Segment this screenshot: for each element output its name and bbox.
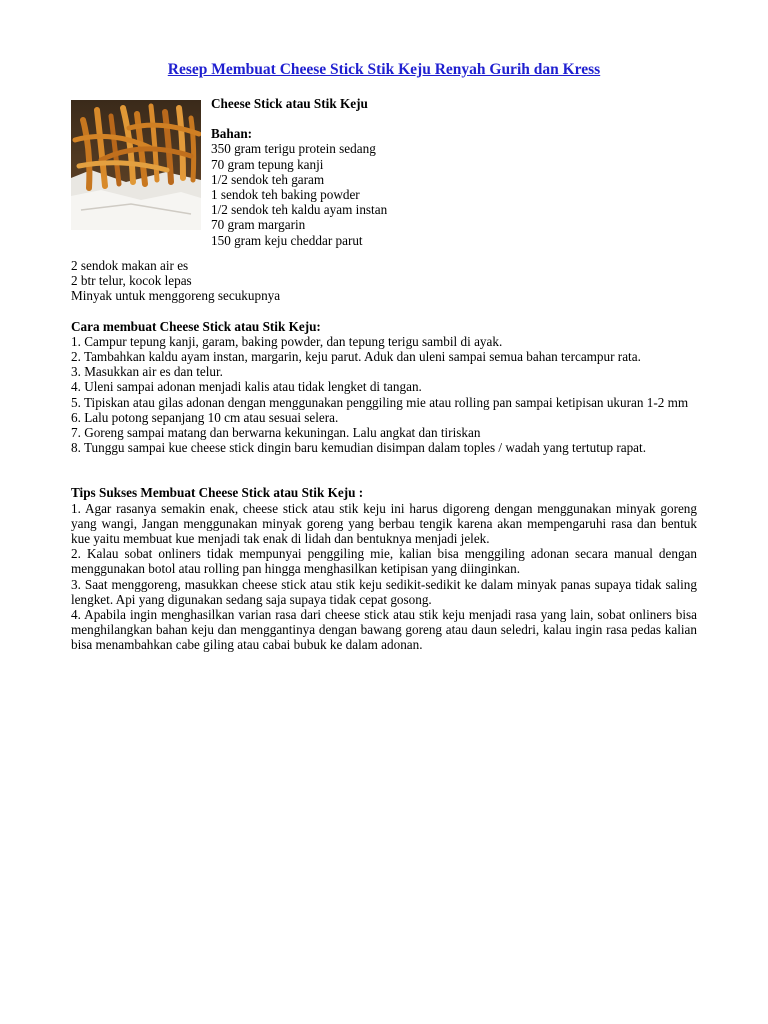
- ingredient-item: Minyak untuk menggoreng secukupnya: [71, 288, 281, 304]
- recipe-name: Cheese Stick atau Stik Keju: [211, 96, 368, 111]
- ingredient-item: 350 gram terigu protein sedang: [211, 141, 376, 157]
- ingredient-item: 2 btr telur, kocok lepas: [71, 273, 192, 289]
- tip-item: 2. Kalau sobat onliners tidak mempunyai penggiling mie, kalian bisa menggiling adonan secara manual dengan menggunakan botol atau rolling pan hingga menghasilkan ketipisan yang diinginkan.: [71, 546, 697, 577]
- ingredient-item: 1/2 sendok teh garam: [211, 171, 325, 187]
- steps-heading: Cara membuat Cheese Stick atau Stik Keju:: [71, 318, 321, 334]
- bahan-label: Bahan:: [211, 126, 253, 142]
- step-item: 3. Masukkan air es dan telur.: [71, 364, 223, 380]
- ingredients-column: [211, 96, 387, 248]
- ingredient-item: 1 sendok teh baking powder: [211, 187, 360, 203]
- recipe-header-block: [71, 96, 697, 272]
- step-item: 8. Tunggu sampai kue cheese stick dingin baru kemudian disimpan dalam toples / wadah yang tertutup rapat.: [71, 440, 647, 456]
- ingredient-item: 1/2 sendok teh kaldu ayam instan: [211, 202, 388, 218]
- step-item: 2. Tambahkan kaldu ayam instan, margarin, keju parut. Aduk dan uleni sampai semua bahan tercampur rata.: [71, 349, 641, 365]
- tip-item: 4. Apabila ingin menghasilkan varian rasa dari cheese stick atau stik keju menjadi rasa yang lain, sobat onliners bisa menghilangkan bahan keju dan menggantinya dengan bawang goreng atau daun seledri, kalau ingin rasa pedas kalian bisa menambahkan cabe giling atau cabai bubuk ke dalam adonan.: [71, 607, 697, 653]
- ingredient-item: 70 gram tepung kanji: [211, 156, 324, 172]
- document-page: [71, 61, 697, 653]
- step-item: 7. Goreng sampai matang dan berwarna kekuningan. Lalu angkat dan tiriskan: [71, 425, 481, 441]
- ingredient-item: 150 gram keju cheddar parut: [211, 232, 363, 248]
- tip-item: 3. Saat menggoreng, masukkan cheese stick atau stik keju sedikit-sedikit ke dalam minyak panas supaya tidak saling lengket. Api yang digunakan sedang saja supaya tidak cepat gosong.: [71, 576, 697, 607]
- tips-heading: Tips Sukses Membuat Cheese Stick atau Stik Keju :: [71, 485, 364, 501]
- ingredient-item: 70 gram margarin: [211, 217, 306, 233]
- step-item: 6. Lalu potong sepanjang 10 cm atau sesuai selera.: [71, 409, 339, 425]
- tips-section: [71, 485, 697, 652]
- cheese-sticks-photo: [71, 100, 201, 230]
- steps-section: [71, 319, 697, 456]
- step-item: 1. Campur tepung kanji, garam, baking powder, dan tepung terigu sambil di ayak.: [71, 333, 503, 349]
- step-item: 5. Tipiskan atau gilas adonan dengan menggunakan penggiling mie atau rolling pan sampai ketipisan ukuran 1-2 mm: [71, 394, 689, 410]
- tip-item: 1. Agar rasanya semakin enak, cheese stick atau stik keju ini harus digoreng dengan menggunakan minyak goreng yang wangi, Jangan menggunakan minyak goreng yang berbau tengik karena akan mempengaruhi rasa dan bentuk kue yaitu membuat kue menjadi tak enak di lidah dan bentuknya menjadi jelek.: [71, 500, 697, 547]
- step-item: 4. Uleni sampai adonan menjadi kalis atau tidak lengket di tangan.: [71, 379, 422, 395]
- page-title-link[interactable]: Resep Membuat Cheese Stick Stik Keju Renyah Gurih dan Kress: [167, 61, 601, 78]
- ingredient-item: 2 sendok makan air es: [71, 258, 189, 273]
